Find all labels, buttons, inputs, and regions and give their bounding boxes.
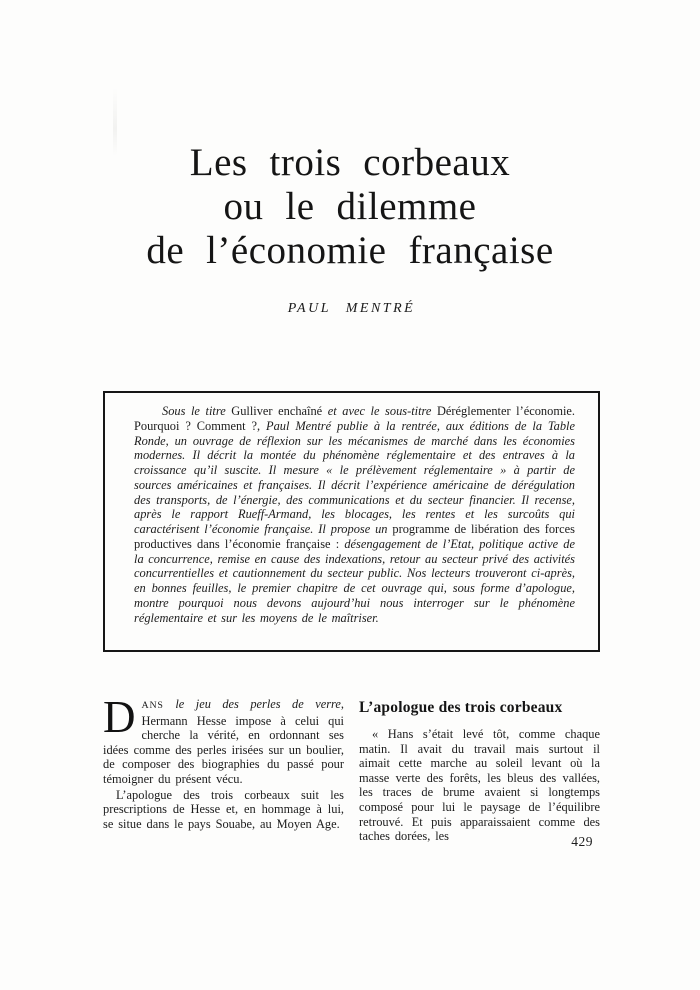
page-number: 429 [571,834,593,849]
editorial-note-text: Sous le titre Gulliver enchaîné et avec le sous-titre Déréglementer l’économie. Pourquoi ? Comment ?, Paul Mentré publie à la rentrée, aux éditions de la Table Ronde, un ouvrage de réflexion sur les mécanismes de marché dans les économies modernes. Il décrit la montée du phénomène réglementaire et des entraves à la croissance qu’il suscite. Il mesure « le prélèvement réglementaire » à partir de sources américaines et françaises. Il décrit l’expérience américaine de dérégulation des transports, de l’énergie, des communications et du secteur financier. Il recense, après le rapport Rueff-Armand, les blocages, les rentes et les surcoûts qui caractérisent l’économie française. Il propose un programme de libération des forces productives dans l’économie française : désengagement de l’Etat, politique active de la concurrence, remise en cause des indexations, retour au secteur privé des activités concurrentielles et cautionnement du secteur public. Nos lecteurs trouveront ci-après, en bonnes feuilles, le premier chapitre de cet ouvrage qui, sous forme d’apologue, montre pourquoi nous devons aujourd’hui nous interroger sur le phénomène réglementaire et sur les moyens de le maîtriser. [134,404,576,625]
left-column [103,692,344,844]
body-columns [103,692,600,844]
right-column-paragraph-1: « Hans s’était levé tôt, comme chaque matin. Il avait du travail mais surtout il aimait cette marche au soleil levant où la masse verte des forêts, les bleus des vallées, les traces de brume avaient si longtemps composé pour lui le paysage de l’équilibre retrouvé. Et puis apparaissaient comme des taches dorées, les [359,727,600,844]
article-title-line-1: Les trois corbeaux [189,141,511,184]
article-title-line-3: de l’économie française [146,229,554,272]
left-column-paragraph-2: L’apologue des trois corbeaux suit les prescriptions de Hesse et, en hommage à lui, se situe dans le pays Souabe, au Moyen Age. [103,787,344,831]
left-column-paragraph-1 [103,692,344,787]
left-column-paragraph-1-text: ANS le jeu des perles de verre, Hermann Hesse impose à celui qui cherche la vérité, en ordonnant ses idées comme des perles irisées sur un boulier, de composer des biographies du passé pour témoigner du présent vécu. [103,697,344,786]
article-title-line-2: ou le dilemme [223,185,477,228]
right-column [359,697,600,844]
author-name: PAUL MENTRÉ [287,301,416,316]
editorial-note-box [103,391,600,652]
drop-cap: D [103,692,136,742]
section-heading: L’apologue des trois corbeaux [359,699,563,716]
article-title [90,141,610,273]
